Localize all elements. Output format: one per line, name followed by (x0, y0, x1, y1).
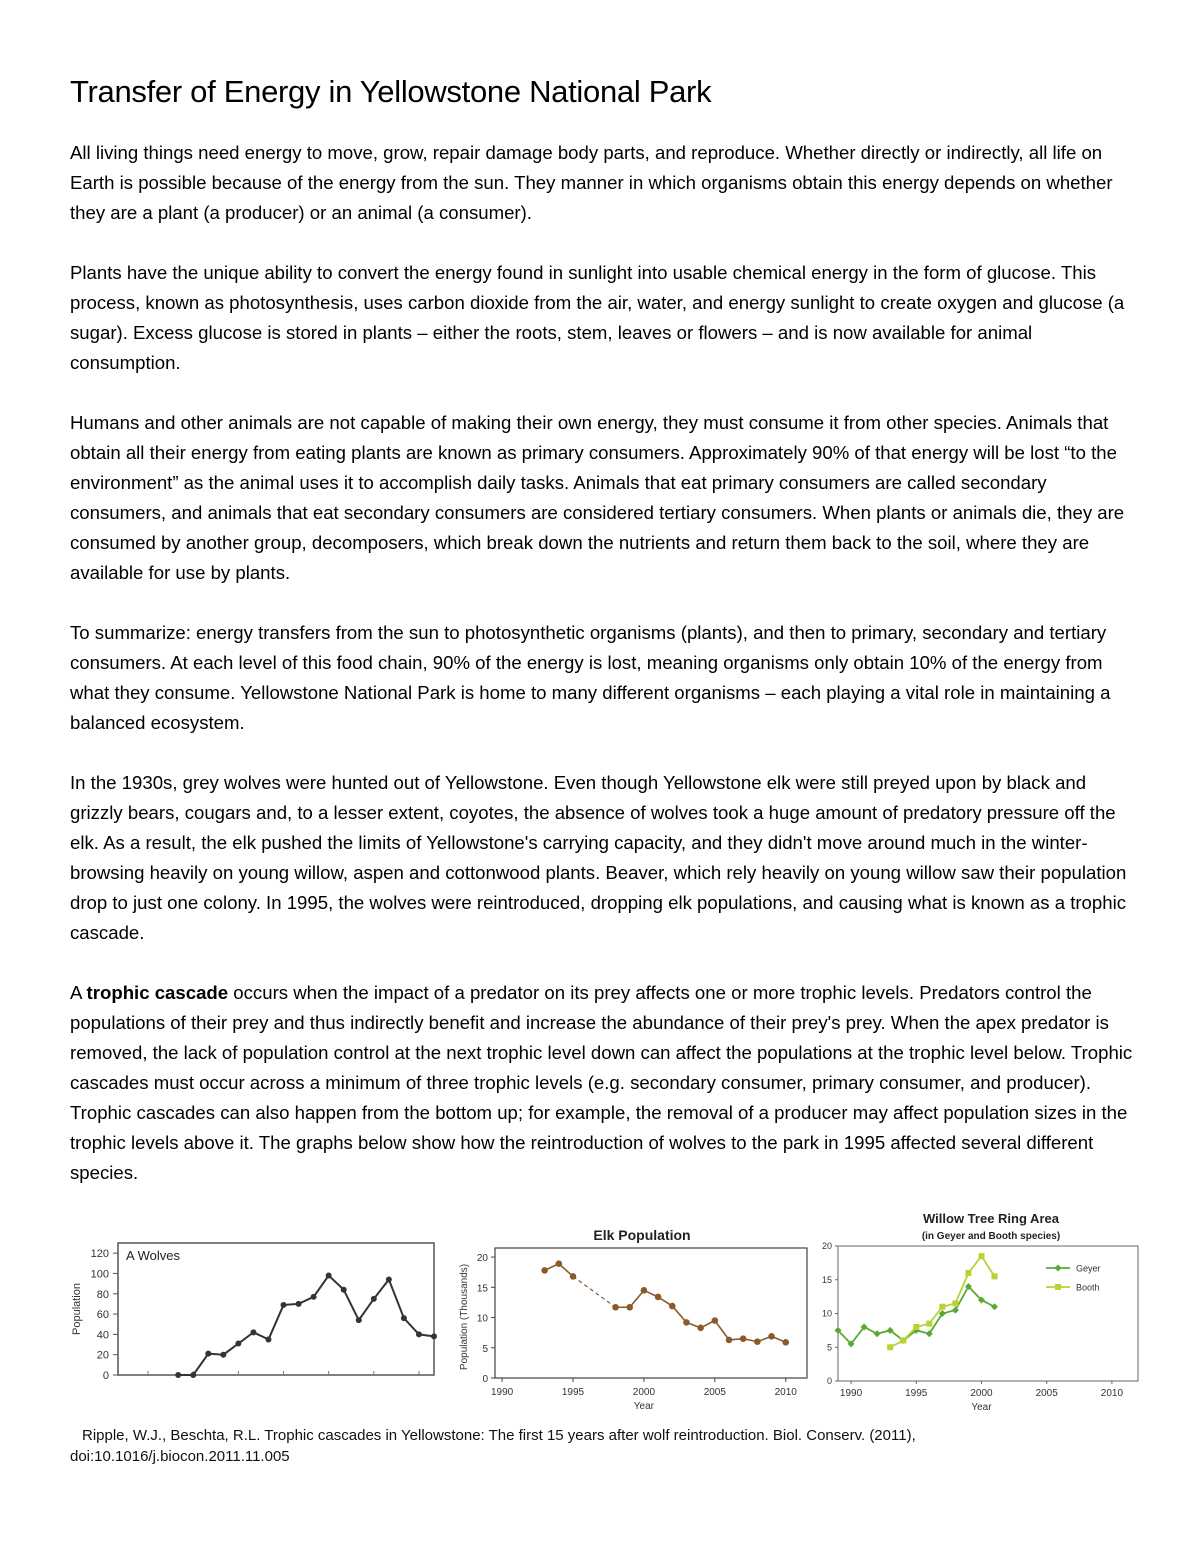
elk-chart-svg (455, 1222, 815, 1422)
y-tick-label: 120 (90, 1248, 109, 1261)
willow-data-point-booth (992, 1273, 998, 1279)
wolves-data-point (311, 1294, 317, 1300)
elk-data-point (570, 1273, 577, 1280)
trophic-prefix: A (70, 982, 87, 1003)
willow-data-point-booth (887, 1344, 893, 1350)
x-tick-label: 2000 (632, 1387, 656, 1398)
elk-data-point (556, 1260, 563, 1267)
wolves-series-line (178, 1275, 434, 1375)
y-tick-label: 20 (821, 1241, 832, 1251)
elk-data-point (612, 1304, 619, 1311)
elk-data-point (697, 1325, 704, 1332)
y-tick-label: 80 (96, 1288, 109, 1301)
wolves-data-point (326, 1272, 332, 1278)
x-axis-label: Year (971, 1402, 992, 1413)
paragraph-trophic-cascade (70, 978, 1135, 1188)
paragraph-consumers: Humans and other animals are not capable of making their own energy, they must consume it from other species. Animals that obtain all their energy from eating plants are known as primary consumers. Approximately 90% of that energy will be lost “to the environment” as the animal uses it to accomplish daily tasks. Animals that eat primary consumers are called secondary consumers, and animals that eat secondary consumers are considered tertiary consumers. When plants or animals die, they are consumed by another group, decomposers, which break down the nutrients and return them back to the soil, where they are available for use by plants. (70, 412, 1125, 583)
y-tick-label: 60 (96, 1309, 109, 1322)
wolves-data-point (416, 1331, 422, 1337)
wolves-data-point (281, 1302, 287, 1308)
legend-label: Booth (1076, 1282, 1100, 1293)
wolves-data-point (431, 1333, 437, 1339)
page-title: Transfer of Energy in Yellowstone National Park (70, 74, 712, 109)
wolves-data-point (235, 1341, 241, 1347)
trophic-cascade-term: trophic cascade (86, 982, 229, 1003)
elk-data-point (712, 1317, 719, 1324)
chart-title: Elk Population (593, 1227, 691, 1243)
x-tick-label: 2000 (970, 1388, 993, 1399)
x-tick-label: 2005 (703, 1387, 726, 1398)
wolves-data-point (296, 1301, 302, 1307)
wolves-data-point (386, 1277, 392, 1283)
plot-frame (495, 1248, 807, 1378)
willow-chart (818, 1208, 1143, 1423)
y-tick-label: 10 (821, 1308, 832, 1319)
wolves-data-point (220, 1352, 226, 1358)
paragraph-summary: To summarize: energy transfers from the sun to photosynthetic organisms (plants), and then to primary, secondary and tertiary consumers. At each level of this food chain, 90% of the energy is lost, meaning organisms only obtain 10% of the energy from what they consume. Yellowstone National Park is home to many different organisms – each playing a vital role in maintaining a balanced ecosystem. (70, 622, 1111, 733)
elk-data-point (754, 1338, 761, 1345)
y-tick-label: 0 (826, 1376, 832, 1386)
y-axis-label: Population (71, 1283, 83, 1335)
wolves-data-point (250, 1329, 256, 1335)
willow-series-line-geyer (838, 1287, 995, 1344)
x-tick-label: 1995 (561, 1387, 585, 1398)
figure-citation (70, 1425, 1150, 1467)
willow-data-point-geyer (874, 1330, 881, 1337)
willow-series-line-booth (890, 1256, 994, 1347)
willow-data-point-booth (952, 1300, 958, 1306)
article-body (70, 138, 1135, 1218)
y-tick-label: 5 (826, 1342, 832, 1353)
elk-chart (455, 1222, 815, 1422)
wolves-data-point (371, 1296, 377, 1302)
willow-data-point-booth (965, 1270, 971, 1276)
y-tick-label: 100 (90, 1268, 109, 1281)
wolves-data-point (190, 1372, 196, 1378)
y-tick-label: 0 (102, 1370, 109, 1382)
x-tick-label: 2010 (1100, 1388, 1124, 1399)
y-tick-label: 20 (476, 1253, 488, 1265)
willow-data-point-booth (913, 1324, 919, 1330)
x-tick-label: 1990 (839, 1388, 863, 1399)
elk-data-point (740, 1335, 747, 1342)
y-tick-label: 15 (476, 1283, 488, 1295)
elk-data-point (626, 1304, 633, 1311)
trophic-definition: occurs when the impact of a predator on its prey affects one or more trophic levels. Predators control the populations of their prey and thus indirectly benefit and increase the abundance of their prey's prey. When the apex predator is removed, the lack of population control at the next trophic level down can affect the populations at the trophic level below. Trophic cascades must occur across a minimum of three trophic levels (e.g. secondary consumer, primary consumer, and producer). Trophic cascades can also happen from the bottom up; for example, the removal of a producer may affect population sizes in the trophic levels above it. The graphs below show how the reintroduction of wolves to the park in 1995 affected several different species. (70, 982, 1133, 1183)
paragraph-wolves-history: In the 1930s, grey wolves were hunted out of Yellowstone. Even though Yellowstone elk were still preyed upon by black and grizzly bears, cougars and, to a lesser extent, coyotes, the absence of wolves took a huge amount of predatory pressure off the elk. As a result, the elk pushed the limits of Yellowstone's carrying capacity, and they didn't move around much in the winter-browsing heavily on young willow, aspen and cottonwood plants. Beaver, which rely heavily on young willow saw their population drop to just one colony. In 1995, the wolves were reintroduced, dropping elk populations, and causing what is known as a trophic cascade. (70, 772, 1127, 943)
elk-data-point (655, 1294, 662, 1301)
wolves-data-point (401, 1315, 407, 1321)
wolves-chart-svg (66, 1238, 441, 1388)
elk-data-point (641, 1287, 648, 1294)
wolves-data-point (175, 1372, 181, 1378)
citation-line-1: Ripple, W.J., Beschta, R.L. Trophic cascades in Yellowstone: The first 15 years after wolf reintroduction. Biol. Conserv. (2011), (82, 1427, 916, 1444)
wolves-data-point (341, 1287, 347, 1293)
willow-data-point-booth (926, 1321, 932, 1327)
x-tick-label: 1990 (490, 1387, 514, 1398)
y-tick-label: 5 (482, 1343, 488, 1355)
elk-data-point (768, 1333, 775, 1340)
elk-data-point (669, 1303, 676, 1310)
y-tick-label: 10 (476, 1313, 488, 1325)
y-tick-label: 0 (482, 1374, 488, 1385)
x-tick-label: 2010 (774, 1387, 797, 1398)
legend-swatch-marker (1055, 1265, 1062, 1272)
y-tick-label: 40 (96, 1329, 109, 1342)
willow-data-point-booth (900, 1338, 906, 1344)
legend-label: Geyer (1076, 1263, 1101, 1274)
x-tick-label: 1995 (905, 1388, 928, 1399)
legend-swatch-marker (1055, 1284, 1061, 1290)
paragraph-energy-intro: All living things need energy to move, grow, repair damage body parts, and reproduce. Whether directly or indirectly, all life on Earth is possible because of the energy from the sun. They manner in which organisms obtain this energy depends on whether they are a plant (a producer) or an animal (a consumer). (70, 142, 1113, 223)
citation-line-2: doi:10.1016/j.biocon.2011.11.005 (70, 1448, 290, 1465)
willow-data-point-geyer (952, 1307, 959, 1314)
x-tick-label: 2005 (1035, 1388, 1058, 1399)
elk-series-line (616, 1290, 786, 1342)
elk-data-point (726, 1337, 733, 1344)
y-tick-label: 20 (96, 1349, 109, 1362)
wolves-data-point (356, 1317, 362, 1323)
willow-data-point-booth (939, 1304, 945, 1310)
elk-gap-dashed-line (573, 1276, 616, 1307)
elk-data-point (782, 1339, 789, 1346)
willow-chart-svg (818, 1208, 1143, 1423)
willow-data-point-geyer (991, 1303, 998, 1310)
wolves-data-point (205, 1351, 211, 1357)
chart-title: Willow Tree Ring Area (923, 1211, 1059, 1226)
chart-title: A Wolves (126, 1248, 180, 1263)
willow-data-point-booth (978, 1253, 984, 1259)
elk-data-point (541, 1267, 548, 1274)
y-axis-label: Population (Thousands) (459, 1263, 470, 1371)
chart-subtitle: (in Geyer and Booth species) (921, 1231, 1061, 1242)
elk-data-point (683, 1319, 690, 1326)
wolves-chart (66, 1238, 441, 1388)
paragraph-photosynthesis: Plants have the unique ability to convert the energy found in sunlight into usable chemical energy in the form of glucose. This process, known as photosynthesis, uses carbon dioxide from the air, water, and energy sunlight to create oxygen and glucose (a sugar). Excess glucose is stored in plants – either the roots, stem, leaves or flowers – and is now available for animal consumption. (70, 262, 1125, 373)
x-axis-label: Year (633, 1401, 655, 1412)
y-tick-label: 15 (821, 1274, 832, 1285)
wolves-data-point (265, 1336, 271, 1342)
